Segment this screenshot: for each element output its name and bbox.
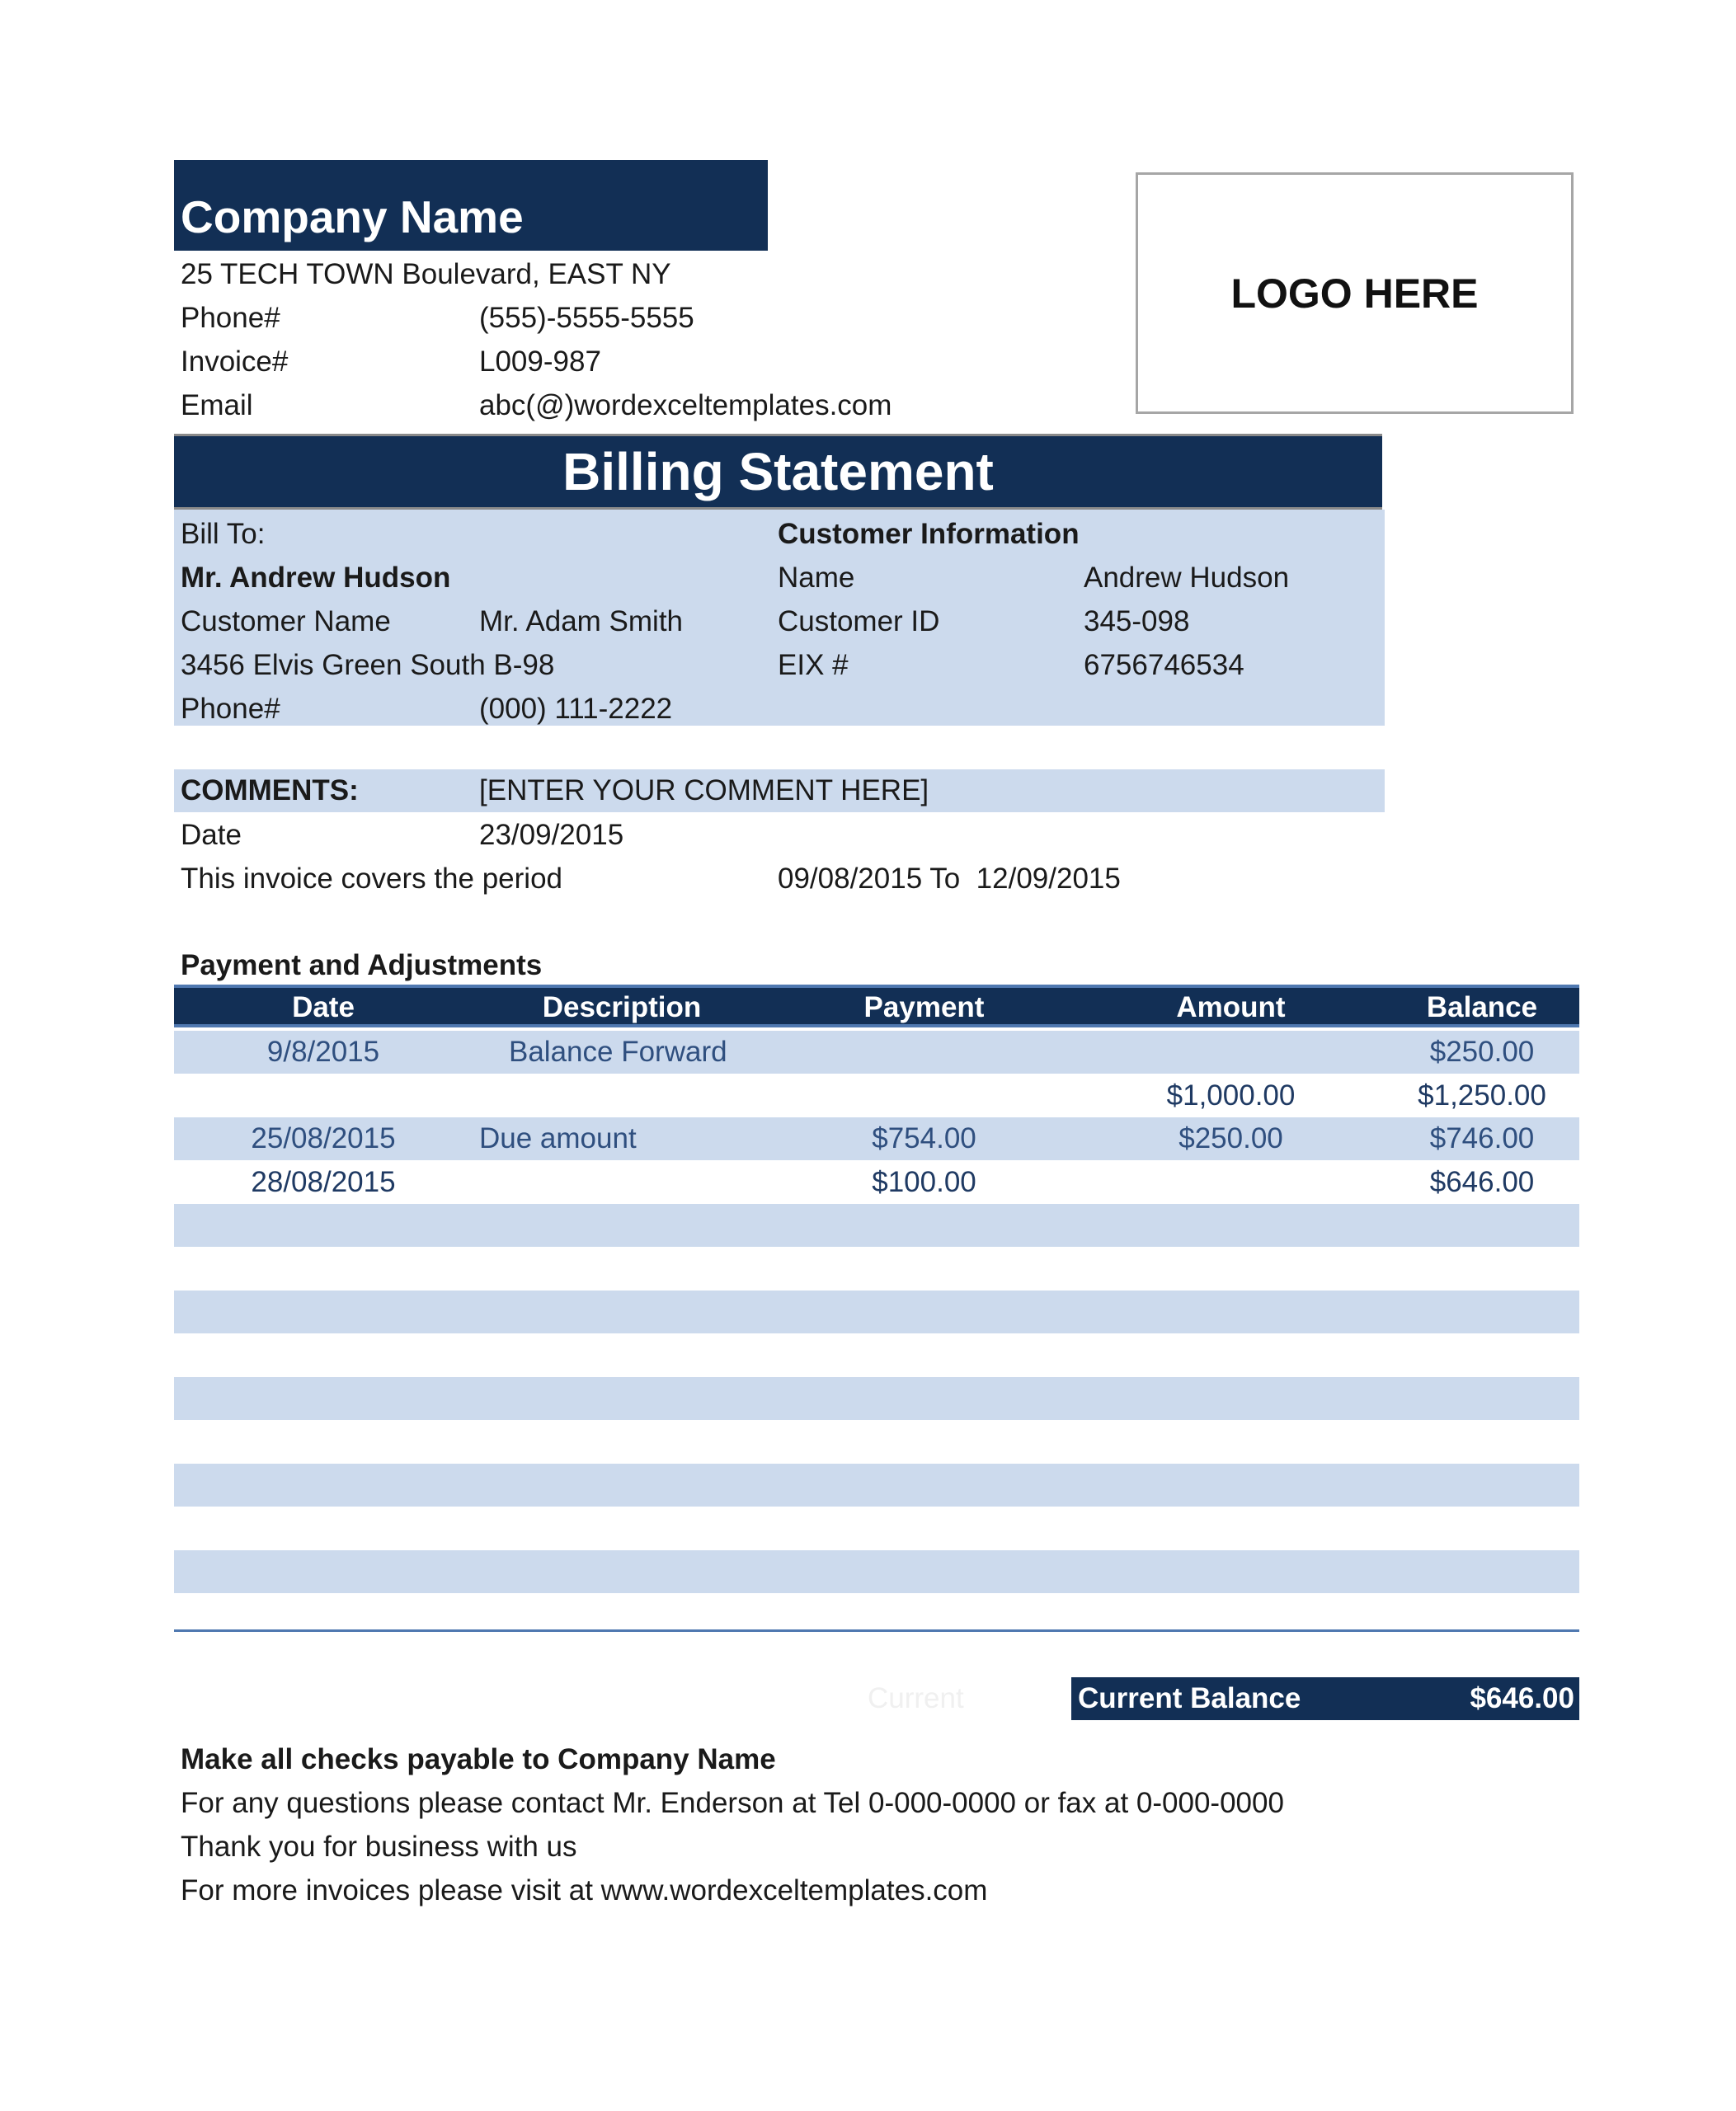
bill-to-address: 3456 Elvis Green South B-98 — [181, 649, 555, 681]
customer-id-label: Customer ID — [778, 605, 940, 637]
column-header-balance: Balance — [1426, 991, 1538, 1023]
row4-payment: $100.00 — [872, 1166, 976, 1198]
row2-balance: $1,250.00 — [1418, 1079, 1546, 1112]
column-header-description: Description — [542, 991, 702, 1023]
column-header-date: Date — [292, 991, 355, 1023]
row1-date: 9/8/2015 — [266, 1036, 380, 1068]
column-header-amount: Amount — [1176, 991, 1286, 1023]
customer-info-name-label: Name — [778, 562, 855, 594]
company-phone: (555)-5555-5555 — [479, 302, 694, 334]
customer-id: 345-098 — [1084, 605, 1190, 637]
contact-note: For any questions please contact Mr. Enderson at Tel 0-000-0000 or fax at 0-000-0000 — [181, 1787, 1284, 1819]
comments-field[interactable]: [ENTER YOUR COMMENT HERE] — [479, 774, 929, 806]
company-email: abc(@)wordexceltemplates.com — [479, 389, 892, 421]
row3-amount: $250.00 — [1179, 1122, 1283, 1154]
row4-date: 28/08/2015 — [251, 1166, 396, 1198]
bill-to-phone-label: Phone# — [181, 693, 280, 725]
more-invoices-note: For more invoices please visit at www.wordexceltemplates.com — [181, 1874, 988, 1906]
current-ghost-label: Current — [868, 1682, 964, 1714]
customer-info-heading: Customer Information — [778, 518, 1080, 550]
table-row-stripe — [174, 1464, 1579, 1507]
period-range: 09/08/2015 To 12/09/2015 — [778, 863, 1121, 895]
period-label: This invoice covers the period — [181, 863, 562, 895]
company-name: Company Name — [181, 191, 524, 242]
checks-payable-note: Make all checks payable to Company Name — [181, 1743, 776, 1775]
billing-title-bar — [174, 434, 1382, 510]
table-bottom-rule — [174, 1629, 1579, 1632]
company-phone-label: Phone# — [181, 302, 280, 334]
row3-balance: $746.00 — [1429, 1122, 1535, 1154]
eix-label: EIX # — [778, 649, 849, 681]
logo-text: LOGO HERE — [1230, 270, 1479, 317]
thanks-note: Thank you for business with us — [181, 1831, 577, 1863]
row4-balance: $646.00 — [1429, 1166, 1535, 1198]
company-address: 25 TECH TOWN Boulevard, EAST NY — [181, 258, 671, 290]
invoice-number: L009-987 — [479, 346, 601, 378]
statement-date: 23/09/2015 — [479, 819, 624, 851]
bill-to-label: Bill To: — [181, 518, 266, 550]
row3-description: Due amount — [479, 1122, 637, 1154]
row1-description: Balance Forward — [509, 1036, 727, 1068]
logo-placeholder — [1136, 172, 1574, 414]
customer-info-name: Andrew Hudson — [1084, 562, 1290, 594]
email-label: Email — [181, 389, 253, 421]
date-label: Date — [181, 819, 242, 851]
row1-balance: $250.00 — [1429, 1036, 1535, 1068]
table-row-stripe — [174, 1550, 1579, 1593]
payments-heading: Payment and Adjustments — [181, 949, 543, 981]
current-balance-label: Current Balance — [1078, 1682, 1301, 1714]
invoice-label: Invoice# — [181, 346, 289, 378]
comments-label: COMMENTS: — [181, 774, 359, 806]
table-row-stripe — [174, 1291, 1579, 1333]
bill-to-phone: (000) 111-2222 — [479, 693, 673, 725]
customer-name-label: Customer Name — [181, 605, 391, 637]
customer-name: Mr. Adam Smith — [479, 605, 684, 637]
column-header-payment: Payment — [863, 991, 985, 1023]
row3-date: 25/08/2015 — [251, 1122, 396, 1154]
current-balance-value: $646.00 — [1470, 1682, 1574, 1714]
page-title: Billing Statement — [562, 442, 994, 501]
table-row-stripe — [174, 1204, 1579, 1247]
row3-payment: $754.00 — [872, 1122, 976, 1154]
bill-to-name: Mr. Andrew Hudson — [181, 562, 451, 594]
table-row-stripe — [174, 1377, 1579, 1420]
row2-amount: $1,000.00 — [1166, 1079, 1296, 1112]
eix-number: 6756746534 — [1084, 649, 1244, 681]
